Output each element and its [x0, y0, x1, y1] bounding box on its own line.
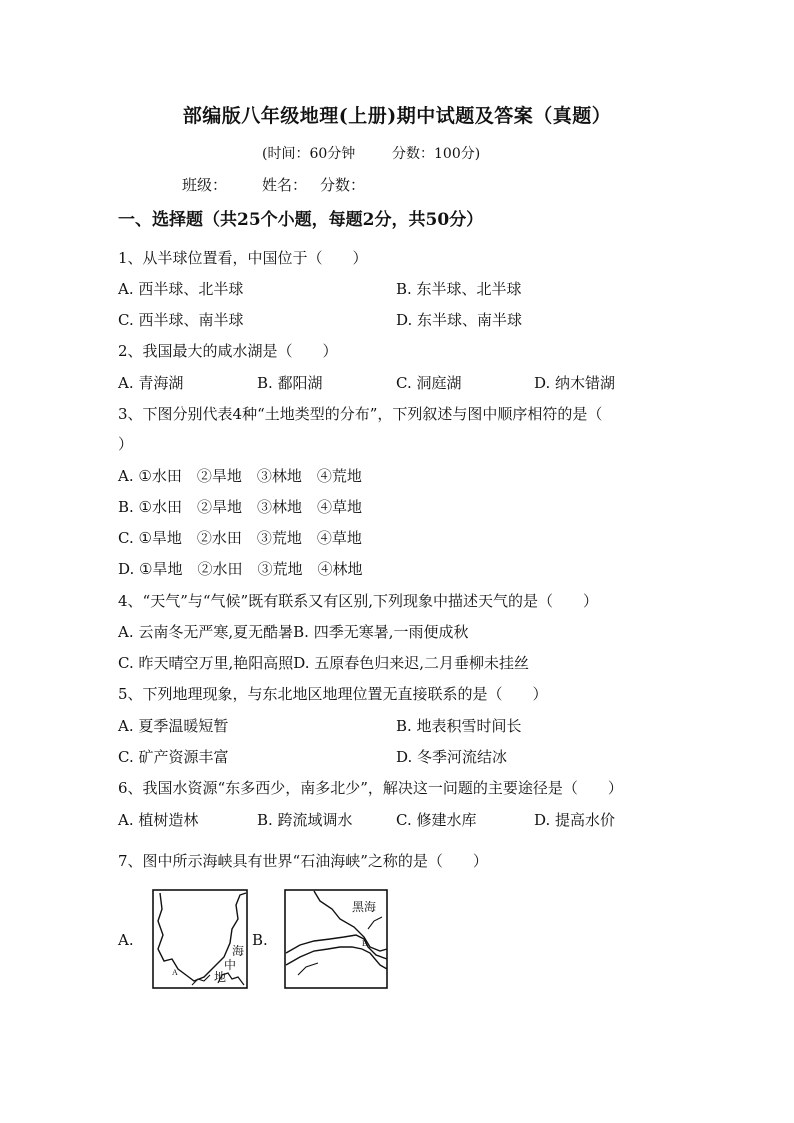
question-1-option-d: D. 东半球、南半球 — [396, 311, 523, 329]
question-6-option-d: D. 提高水价 — [534, 811, 616, 829]
question-6-stem: 6、我国水资源“东多西少，南多北少”，解决这一问题的主要途径是（ ） — [118, 779, 623, 797]
question-1-option-b: B. 东半球、北半球 — [396, 280, 522, 298]
question-7-stem: 7、图中所示海峡具有世界“石油海峡”之称的是（ ） — [118, 852, 488, 870]
strait-map-a — [152, 889, 248, 989]
map-b-label-black-sea: 黑海 — [352, 900, 377, 914]
exam-time: (时间：60分钟 — [262, 146, 356, 162]
question-6-option-a: A. 植树造林 — [118, 811, 199, 829]
question-2-option-b: B. 鄱阳湖 — [257, 374, 323, 392]
page-title: 部编版八年级地理(上册)期中试题及答案（真题） — [182, 105, 612, 127]
question-4-stem: 4、“天气”与“气候”既有联系又有区别,下列现象中描述天气的是（ ） — [118, 592, 598, 610]
question-4-options-ab: A. 云南冬无严寒,夏无酷暑B. 四季无寒暑,一雨便成秋 — [118, 623, 469, 641]
question-4-options-cd: C. 昨天晴空万里,艳阳高照D. 五原春色归来迟,二月垂柳未挂丝 — [118, 654, 530, 672]
question-2-option-d: D. 纳木错湖 — [534, 374, 616, 392]
strait-map-b — [284, 889, 388, 989]
question-3-option-d: D. ①旱地 ②水田 ③荒地 ④林地 — [118, 560, 363, 578]
exam-total-score: 分数：100分) — [392, 146, 481, 162]
question-2-stem: 2、我国最大的咸水湖是（ ） — [118, 342, 338, 360]
question-5-option-b: B. 地表积雪时间长 — [396, 717, 522, 735]
question-2-option-c: C. 洞庭湖 — [396, 374, 462, 392]
map-a-label-zhong: 中 — [224, 958, 237, 972]
map-a-label-hai: 海 — [232, 944, 245, 958]
question-5-stem: 5、下列地理现象，与东北地区地理位置无直接联系的是（ ） — [118, 685, 548, 703]
question-7-option-a-label: A. — [118, 931, 134, 949]
section-heading: 一、选择题（共25个小题，每题2分，共50分） — [118, 210, 484, 230]
question-5-option-a: A. 夏季温暖短暂 — [118, 717, 229, 735]
map-a-marker-a: A — [172, 968, 178, 977]
question-5-option-d: D. 冬季河流结冰 — [396, 748, 508, 766]
question-6-option-b: B. 跨流域调水 — [257, 811, 353, 829]
question-1-option-a: A. 西半球、北半球 — [118, 280, 244, 298]
map-b-marker-b: B — [362, 939, 368, 948]
class-label: 班级： — [182, 176, 228, 194]
map-a-label-di: 地 — [214, 970, 227, 984]
question-1-option-c: C. 西半球、南半球 — [118, 311, 244, 329]
question-1-stem: 1、从半球位置看，中国位于（ ） — [118, 249, 368, 267]
question-2-option-a: A. 青海湖 — [118, 374, 184, 392]
name-label: 姓名： — [262, 176, 308, 194]
question-7-option-b-label: B. — [252, 931, 268, 949]
question-3-stem: 3、下图分别代表4种“土地类型的分布”，下列叙述与图中顺序相符的是（ — [118, 405, 603, 423]
question-3-option-c: C. ①旱地 ②水田 ③荒地 ④草地 — [118, 529, 362, 547]
question-5-option-c: C. 矿产资源丰富 — [118, 748, 229, 766]
question-6-option-c: C. 修建水库 — [396, 811, 477, 829]
question-3-option-a: A. ①水田 ②旱地 ③林地 ④荒地 — [118, 467, 362, 485]
question-3-stem-cont: ） — [118, 435, 134, 453]
score-label: 分数： — [320, 176, 366, 194]
question-3-option-b: B. ①水田 ②旱地 ③林地 ④草地 — [118, 498, 363, 516]
